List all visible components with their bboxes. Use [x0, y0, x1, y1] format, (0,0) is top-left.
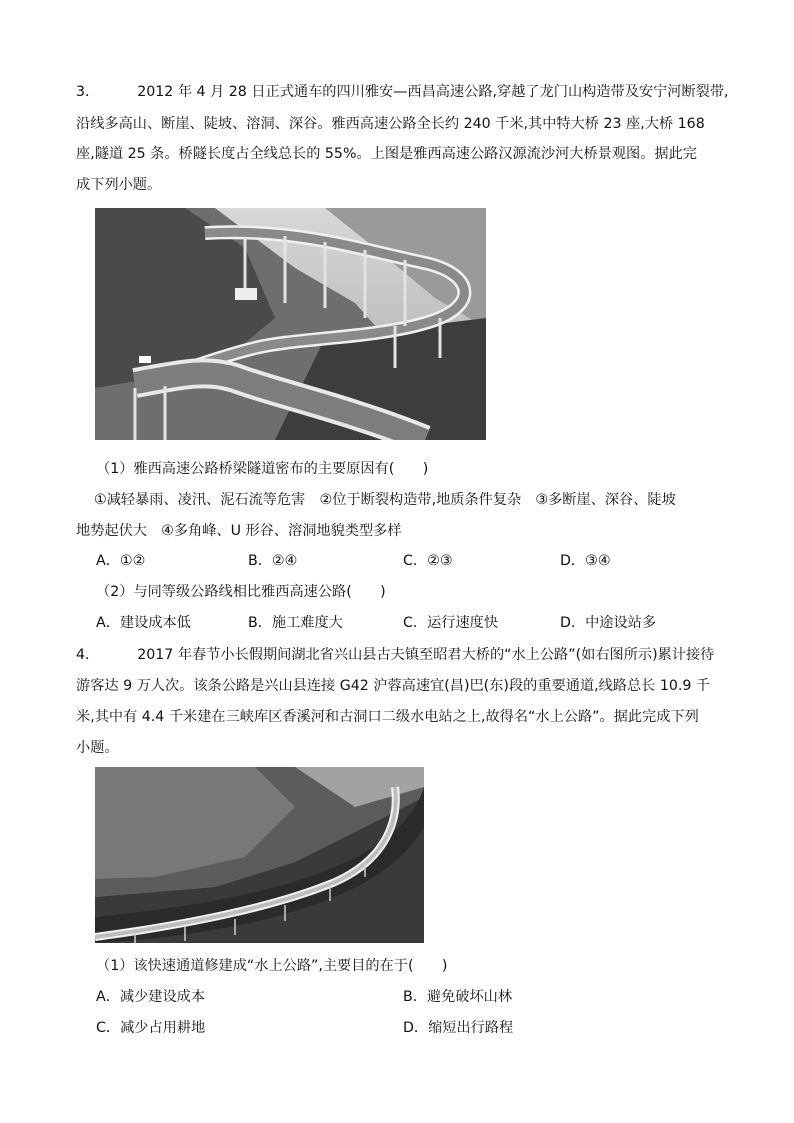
q3-sub2-option-a[interactable]: A．建设成本低	[96, 615, 191, 631]
q3-sub1-option-c[interactable]: C．②③	[403, 553, 453, 569]
q3-sub1-statements-2: 地势起伏大 ④多角峰、U 形谷、溶洞地貌类型多样	[76, 523, 402, 539]
q3-sub1-option-b[interactable]: B．②④	[248, 553, 298, 569]
q3-sub1-statements-1: ①减轻暴雨、凌汛、泥石流等危害 ②位于断裂构造带,地质条件复杂 ③多断崖、深谷、陡坡	[94, 492, 676, 508]
q3-sub1-option-a[interactable]: A．①②	[96, 553, 146, 569]
highway-bridge-photo	[95, 208, 486, 440]
q4-number: 4．	[76, 647, 100, 663]
q4-sub1-option-c[interactable]: C．减少占用耕地	[96, 1020, 206, 1036]
q3-stem-line-3: 座,隧道 25 条。桥隧长度占全线总长的 55%。上图是雅西高速公路汉源流沙河大桥景观图。据此完	[76, 146, 697, 162]
q4-stem-text-1: 2017 年春节小长假期间湖北省兴山县古夫镇至昭君大桥的“水上公路”(如右图所示)累计接待	[137, 647, 715, 663]
q3-stem-text-1: 2012 年 4 月 28 日正式通车的四川雅安—西昌高速公路,穿越了龙门山构造带及安宁河断裂带,	[137, 84, 729, 100]
q4-stem-line-4: 小题。	[76, 740, 119, 756]
q4-stem-line-2: 游客达 9 万人次。该条公路是兴山县连接 G42 沪蓉高速宜(昌)巴(东)段的重要通道,线路总长 10.9 千	[76, 678, 711, 694]
q3-sub2-option-d[interactable]: D．中途设站多	[560, 615, 657, 631]
q4-sub1-prompt: （1）该快速通道修建成“水上公路”,主要目的在于( )	[96, 958, 448, 974]
q4-stem-line-1	[76, 645, 714, 665]
q4-sub1-option-d[interactable]: D．缩短出行路程	[403, 1020, 514, 1036]
q3-sub2-prompt: （2）与同等级公路线相比雅西高速公路( )	[96, 584, 386, 600]
q3-sub2-option-c[interactable]: C．运行速度快	[403, 615, 499, 631]
q3-sub2-option-b[interactable]: B．施工难度大	[248, 615, 343, 631]
q3-sub1-prompt: （1）雅西高速公路桥梁隧道密布的主要原因有( )	[96, 461, 429, 477]
q3-stem-line-2: 沿线多高山、断崖、陡坡、溶洞、深谷。雅西高速公路全长约 240 千米,其中特大桥 23 座,大桥 168	[76, 116, 705, 132]
q4-sub1-option-a[interactable]: A．减少建设成本	[96, 989, 206, 1005]
q3-stem-line-1	[76, 82, 729, 102]
q4-stem-line-3: 米,其中有 4.4 千米建在三峡库区香溪河和古洞口二级水电站之上,故得名“水上公路”。据此完成下列	[76, 709, 699, 725]
q3-stem-line-4: 成下列小题。	[76, 177, 162, 193]
water-highway-photo	[95, 767, 424, 943]
q4-sub1-option-b[interactable]: B．避免破坏山林	[403, 989, 513, 1005]
q3-sub1-option-d[interactable]: D．③④	[560, 553, 611, 569]
q3-number: 3．	[76, 84, 100, 100]
